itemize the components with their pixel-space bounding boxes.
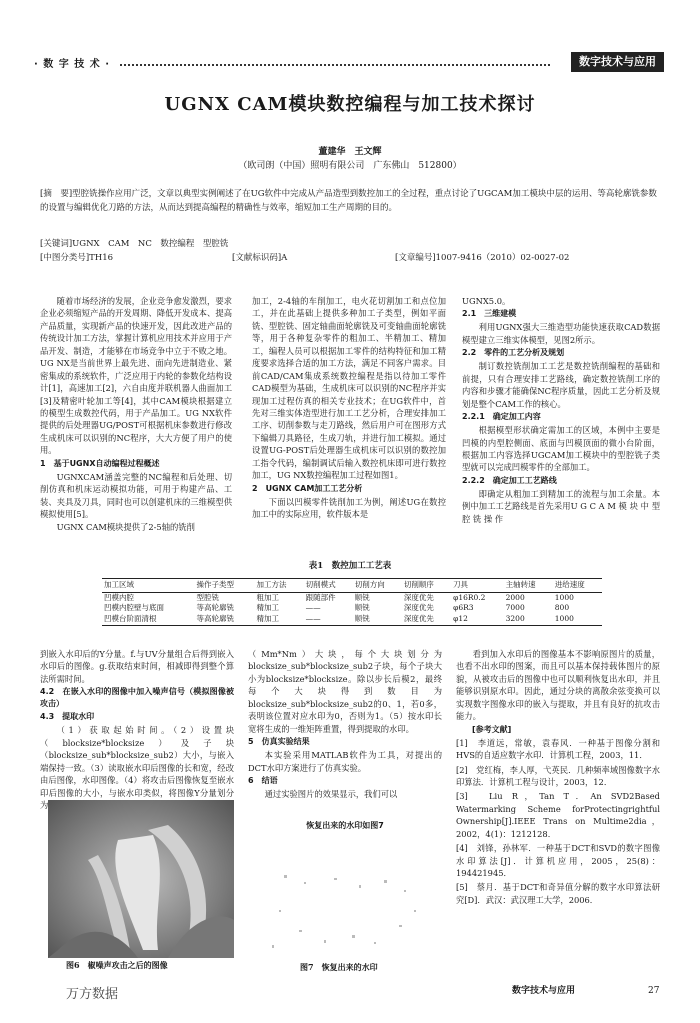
article-number: [文章编号]1007-9416（2010）02-0027-02	[395, 253, 570, 263]
table-caption: 表1 数控加工工艺表	[308, 561, 392, 571]
section-heading: 4.2 在嵌入水印的图像中加入噪声信号（模拟图像被攻击）	[40, 687, 234, 709]
paragraph: 即确定从粗加工到精加工的流程与加工余量。本例中加工工艺路线是首先采用U G C A M 模 块 中 型 腔 铣 操 作	[462, 488, 660, 524]
paper-title: UGNX CAM模块数控编程与加工技术探讨	[164, 94, 536, 115]
table-cell: 精加工	[255, 614, 304, 625]
table-header: 加工方法	[255, 579, 304, 593]
section-heading: 2.2 零件的工艺分析及规划	[462, 348, 565, 358]
table-cell: 深度优先	[403, 592, 434, 602]
table-row	[102, 603, 602, 614]
table-header: 操作子类型	[195, 579, 255, 593]
table-cell: 1000	[553, 614, 602, 625]
table-cell: 精加工	[256, 603, 279, 613]
paragraph: UGNXCAM涵盖完整的NC编程和后处理、切削仿真和机床运动模拟功能，可用于构建产品、工装、夹具及刀具，同时也可以创建机床的三维模型供模拟使用[5]。	[40, 471, 232, 519]
authors: 董建华 王文辉	[318, 147, 382, 157]
figure-7-image	[264, 870, 424, 956]
table-cell: 凹模台阶面清根	[102, 614, 195, 625]
reference-item: [3] Liu R，Tan T．An SVD2Based Watermarking Scheme forProtectingrightful Ownership[J].IEEE Trans on Multime2dia，2002，4(1)：1212128．	[456, 791, 660, 839]
table-cell: 跟随部件	[305, 592, 336, 602]
table-cell: 深度优先	[403, 603, 434, 613]
section-label: · 数 字 技 术 ·	[34, 59, 111, 70]
section-heading: 2.1 三维建模	[462, 309, 517, 319]
table-cell: 等高轮廓铣	[196, 603, 235, 613]
table-row	[102, 614, 602, 625]
table-cell: 顺铣	[354, 592, 370, 602]
wanfang-logo: 万方数据	[66, 987, 119, 1002]
journal-badge: 数字技术与应用	[571, 52, 664, 72]
table-cell: 粗加工	[256, 592, 279, 602]
table-cell: 800	[554, 603, 570, 613]
table-cell: 顺铣	[353, 614, 402, 625]
table-cell: ——	[305, 603, 321, 613]
reference-item: [5] 蔡月．基于DCT和奇异值分解的数字水印算法研究[D]．武汉：武汉理工大学，2006．	[456, 882, 660, 905]
paragraph: UGNX CAM模块提供了2-5轴的铣削	[56, 522, 195, 533]
affiliation: （欧司朗（中国）照明有限公司 广东佛山 512800）	[238, 161, 462, 171]
section-heading: 5 仿真实验结果	[248, 737, 310, 747]
paragraph: （1）获取起始时间。（2）设置块（blocksize*blocksize）及子块（blocksize_sub*blocksize_sub2）大小，与嵌入端保持一致。（3）读取嵌水印后图像的长和宽，经改由后图像，水印图像。（4）将攻击后图像恢复至嵌水印后图像的大小，与嵌水印类似，将图像Y分量划分为	[40, 725, 234, 810]
paragraph: 随着市场经济的发展，企业竞争愈发激烈，要求企业必须缩短产品的开发周期、降低开发成本、提高产品质量，实现新产品的快速开发，因此改进产品的传统设计加工方法，掌握计算机应用技术并应用于产品开发、制造，才能够在市场竞争中立于不败之地。UG NX是当前世界上最先进、面向先进制造业、紧密集成的系统软件，广泛应用于内轮的参数化结构设计[1]，高速加工[2]，六自由度并联机器人曲面加工[3]及精密叶轮加工等[4]，其中CAM模块根据建立的模型生成数控代码，用于产品加工。UG NX软件提供的后处理器UG/POST可根据机床参数进行修改生成机床可以识别的NC程序，大大方便了用户的使用。	[40, 296, 232, 456]
table-cell: 深度优先	[402, 614, 451, 625]
class-number: [中图分类号]TH16	[40, 253, 114, 263]
figure-intro: 恢复出来的水印如图7	[306, 821, 384, 831]
section-heading: 4.3 提取水印	[40, 712, 95, 722]
figure-6-caption: 图6 椒噪声攻击之后的图像	[66, 960, 168, 970]
table-header: 主轴转速	[504, 579, 553, 593]
reference-item: [4] 刘锋，孙林军．一种基于DCT和SVD的数字图像水印算法[J]．计算机应用，2005，25(8)：194421945．	[456, 843, 660, 878]
column-1	[40, 295, 232, 535]
section-heading: 2.2.1 确定加工内容	[462, 412, 541, 422]
table-row	[102, 592, 602, 603]
paragraph: 到嵌入水印后的Y分量。f.与UV分量组合后得到嵌入水印后的图像。g.获取结束时间，相减即得到整个算法所需时间。	[40, 649, 234, 684]
table-cell: 凹模内腔	[104, 592, 134, 602]
paragraph: UGNX5.0。	[462, 296, 511, 306]
table-header-row	[102, 579, 602, 593]
table-cell: 型腔铣	[196, 592, 220, 602]
column-2	[252, 295, 446, 521]
paragraph: 下面以凹模零件铣削加工为例，阐述UG在数控加工中的实际应用，软件版本是	[252, 496, 446, 519]
paragraph: （Mm*Nm）大块，每个大块划分为blocksize_sub*blocksize_sub2子块，每个子块大小为blocksize*blocksize。除以步长后模2，最终每个大块得到数目为blocksize_sub*blocksize_sub2的0、1，若0多，表明该位置对应水印为0，否则为1。（5）按水印长宽将生成的一维矩阵重置，得到提取的水印。	[248, 649, 442, 734]
table-cell: 顺铣	[354, 603, 370, 613]
table-header: 进给速度	[553, 579, 602, 593]
table-cell: 2000	[505, 592, 525, 602]
paragraph: 本实验采用MATLAB软件为工具，对提出的DCT水印方案进行了仿真实验。	[248, 750, 442, 773]
recovered-watermark	[264, 870, 424, 956]
table-header: 切削顺序	[402, 579, 451, 593]
section-heading: 1 基于UGNX自动编程过程概述	[40, 458, 160, 468]
table-header: 切削模式	[304, 579, 353, 593]
table-cell: 3200	[504, 614, 553, 625]
reference-item: [1] 李道远，常敏，袁春风．一种基于图像分割和HVS的自适应数字水印．计算机工程，2003，11．	[456, 737, 660, 761]
table-header: 加工区域	[102, 579, 195, 593]
paragraph: 看到加入水印后的图像基本不影响原图片的质量，也看不出水印的图案，而且可以基本保持载体图片的原貌，从被攻击后的图像中也可以顺利恢复出水印，并且能够识别原水印。因此，通过分块的离散余弦变换可以实现数字图像水印的嵌入与提取，并且有良好的抗攻击能力。	[456, 649, 660, 722]
paragraph: 利用UGNX强大三维造型功能快速获取CAD数据模型建立三维实体模型，见图2所示。	[462, 322, 660, 345]
page-number: 27	[648, 986, 660, 996]
table-cell: φ16R0.2	[453, 592, 486, 602]
footer-journal: 数字技术与应用	[512, 986, 576, 996]
table-cell: 凹模内腔壁与底面	[104, 603, 164, 613]
figure-7-caption: 图7 恢复出来的水印	[300, 962, 378, 972]
document-code: [文献标识码]A	[232, 253, 288, 263]
section-heading: 2.2.2 确定加工工艺路线	[462, 475, 557, 485]
abstract: [摘 要]型腔铣操作应用广泛，文章以典型实例阐述了在UG软件中完成从产品造型到数控加工的全过程，重点讨论了UGCAM加工模块中层的运用、等高轮廓铣参数的设置与编辑优化刀路的方法，从而达到提高编程的精确性与效率，缩短加工生产周期的目的。	[40, 189, 657, 213]
table-header: 切削方向	[353, 579, 402, 593]
process-table	[102, 578, 602, 626]
reference-item: [2] 党红梅，李人厚，弋英民．几种频率域图像数字水印算法．计算机工程与设计，2003，12．	[456, 764, 660, 787]
table-cell: 等高轮廓铣	[195, 614, 255, 625]
table-cell: φ12	[451, 614, 504, 625]
table-cell: 7000	[505, 603, 525, 613]
noisy-flower-photo	[48, 800, 234, 958]
section-heading: 6 结语	[248, 775, 278, 785]
column-3	[462, 295, 660, 526]
figure-6-image	[48, 800, 234, 958]
references-heading: [参考文献]	[472, 724, 512, 734]
paragraph: 通过实验图片的效果显示，我们可以	[264, 788, 398, 799]
table-header: 刀具	[451, 579, 504, 593]
table-cell: φ6R3	[453, 603, 474, 613]
paragraph: 制订数控铣削加工工艺是数控铣削编程的基础和前提，只有合理安排工艺路线，确定数控铣削工序的内容和步骤才能确保NC程序质量，因此工艺分析及规划是整个CAM工作的核心。	[462, 361, 660, 409]
keywords: [关键词]UGNX CAM NC 数控编程 型腔铣	[40, 239, 229, 249]
paragraph: 加工，2-4轴的车削加工，电火花切割加工和点位加工，并在此基础上提供多种加工子类型，例如平面铣、型腔铣、固定轴曲面轮廓铣及可变轴曲面轮廓铣等，用于各种复杂零件的粗加工、半精加工、精加工，编程人员可以根据加工零件的结构特征和加工精度要求选择合适的加工方法，满足不同客户需求。目前CAD/CAM集成系统数控编程是指以待加工零件CAD模型为基础，生成机床可以识别的NC程序并实现加工过程仿真的相关专业技术；在UG软件中，首先对三维实体造型进行加工工艺分析，合理安排加工工序、切削参数与走刀路线，然后用户可在图形方式下编辑刀具路径，生成刀轨，并进行加工模拟。通过设置UG-POST后处理器生成机床可以识别的数控加工指令代码，编制调试后输入数控机床即可进行数控加工，UG NX数控编程加工过程如图1。	[252, 296, 446, 481]
table-cell: ——	[304, 614, 353, 625]
table-cell: 1000	[554, 592, 574, 602]
column-6	[456, 648, 660, 908]
paragraph: 根据模型形状确定需加工的区域，本例中主要是凹模的内型腔侧面、底面与凹模顶面的微小台阶面，根据加工内容选择UGCAM加工模块中的型腔铣子类型就可以完成凹模零件的全部加工。	[462, 425, 660, 473]
column-5	[248, 648, 442, 833]
header-rule	[120, 64, 550, 66]
section-heading: 2 UGNX CAM加工工艺分析	[252, 483, 363, 493]
